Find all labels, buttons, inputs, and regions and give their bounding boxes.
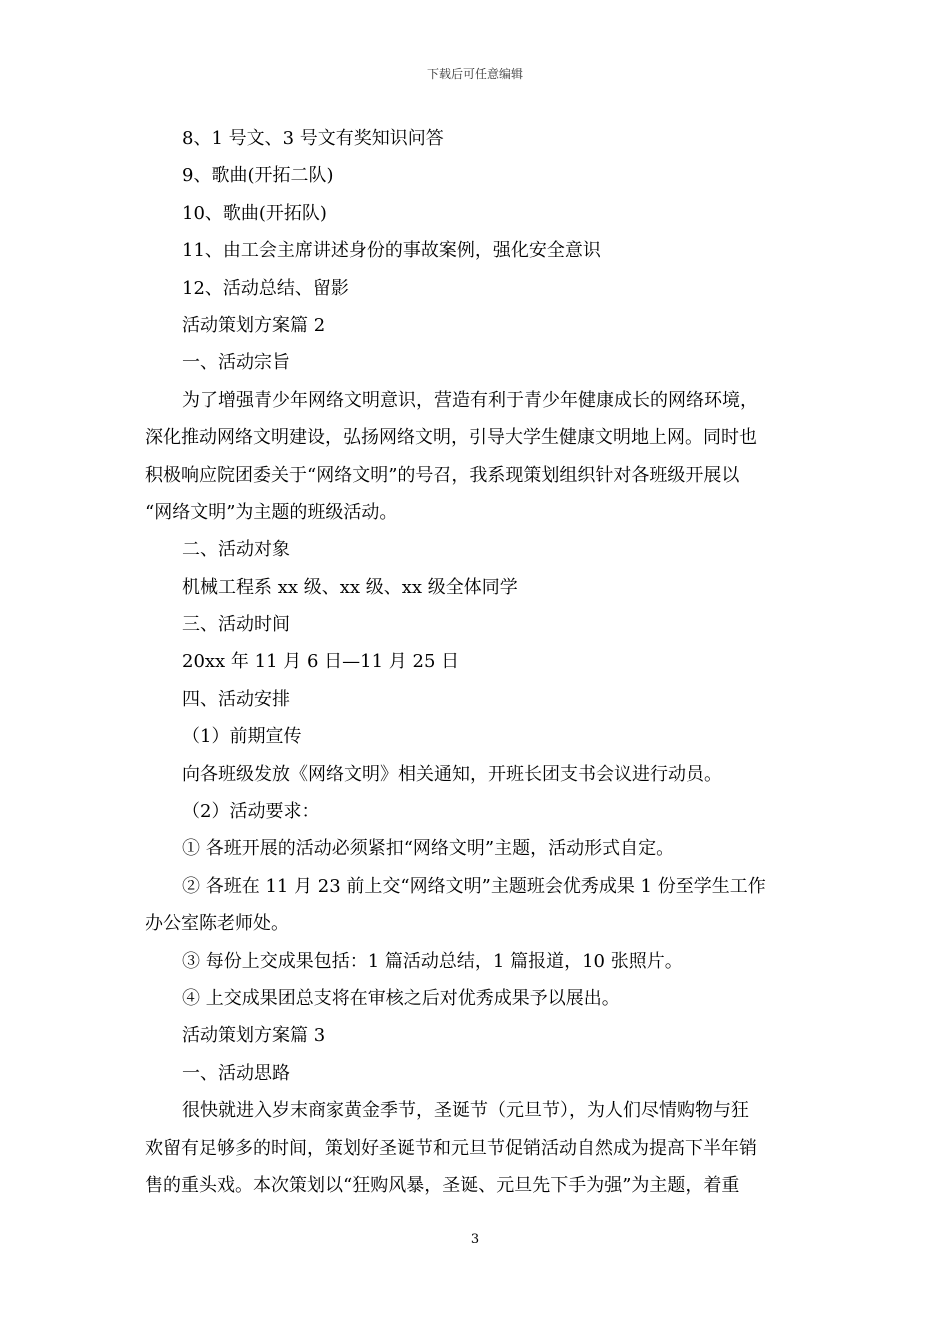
text-line: 9、歌曲(开拓二队) (182, 165, 334, 187)
text-line: 四、活动安排 (182, 688, 290, 710)
text-line: 8、1 号文、3 号文有奖知识问答 (182, 128, 444, 149)
text-line: 办公室陈老师处。 (145, 913, 289, 935)
text-line: 向各班级发放《网络文明》相关通知，开班长团支书会议进行动员。 (182, 763, 722, 785)
text-line: 很快就进入岁末商家黄金季节，圣诞节（元旦节），为人们尽情购物与狂 (182, 1100, 749, 1122)
text-line: 活动策划方案篇 2 (182, 314, 326, 336)
text-line: ④ 上交成果团总支将在审核之后对优秀成果予以展出。 (182, 987, 620, 1009)
text-line: 积极响应院团委关于“网络文明”的号召，我系现策划组织针对各班级开展以 (145, 464, 740, 486)
document-body (145, 120, 807, 1204)
text-line: 机械工程系 xx 级、xx 级、xx 级全体同学 (182, 576, 518, 598)
text-line: 为了增强青少年网络文明意识，营造有利于青少年健康成长的网络环境， (182, 389, 758, 411)
text-line: 10、歌曲(开拓队) (182, 202, 327, 224)
text-line: 二、活动对象 (182, 539, 290, 561)
text-line: 12、活动总结、留影 (182, 277, 349, 299)
page-number: 3 (470, 1232, 480, 1247)
text-line: （1）前期宣传 (182, 726, 302, 748)
text-line: （2）活动要求： (182, 801, 320, 823)
page-header: 下载后可任意编辑 (426, 67, 523, 81)
text-line: 20xx 年 11 月 6 日—11 月 25 日 (182, 651, 460, 673)
text-line: ② 各班在 11 月 23 前上交“网络文明”主题班会优秀成果 1 份至学生工作 (182, 875, 766, 897)
text-line: 11、由工会主席讲述身份的事故案例，强化安全意识 (182, 240, 601, 262)
text-line: ③ 每份上交成果包括：1 篇活动总结，1 篇报道，10 张照片。 (182, 950, 683, 972)
text-line: 售的重头戏。本次策划以“狂购风暴，圣诞、元旦先下手为强”为主题，着重 (145, 1174, 740, 1196)
text-line: 活动策划方案篇 3 (182, 1025, 326, 1047)
text-line: 一、活动宗旨 (182, 352, 290, 374)
text-line: 一、活动思路 (182, 1062, 290, 1084)
text-line: 三、活动时间 (182, 614, 290, 636)
text-line: 欢留有足够多的时间，策划好圣诞节和元旦节促销活动自然成为提高下半年销 (145, 1137, 757, 1159)
text-line: 深化推动网络文明建设，弘扬网络文明，引导大学生健康文明地上网。同时也 (145, 427, 757, 449)
text-line: “网络文明”为主题的班级活动。 (145, 501, 398, 523)
text-line: ① 各班开展的活动必须紧扣“网络文明”主题，活动形式自定。 (182, 838, 675, 860)
